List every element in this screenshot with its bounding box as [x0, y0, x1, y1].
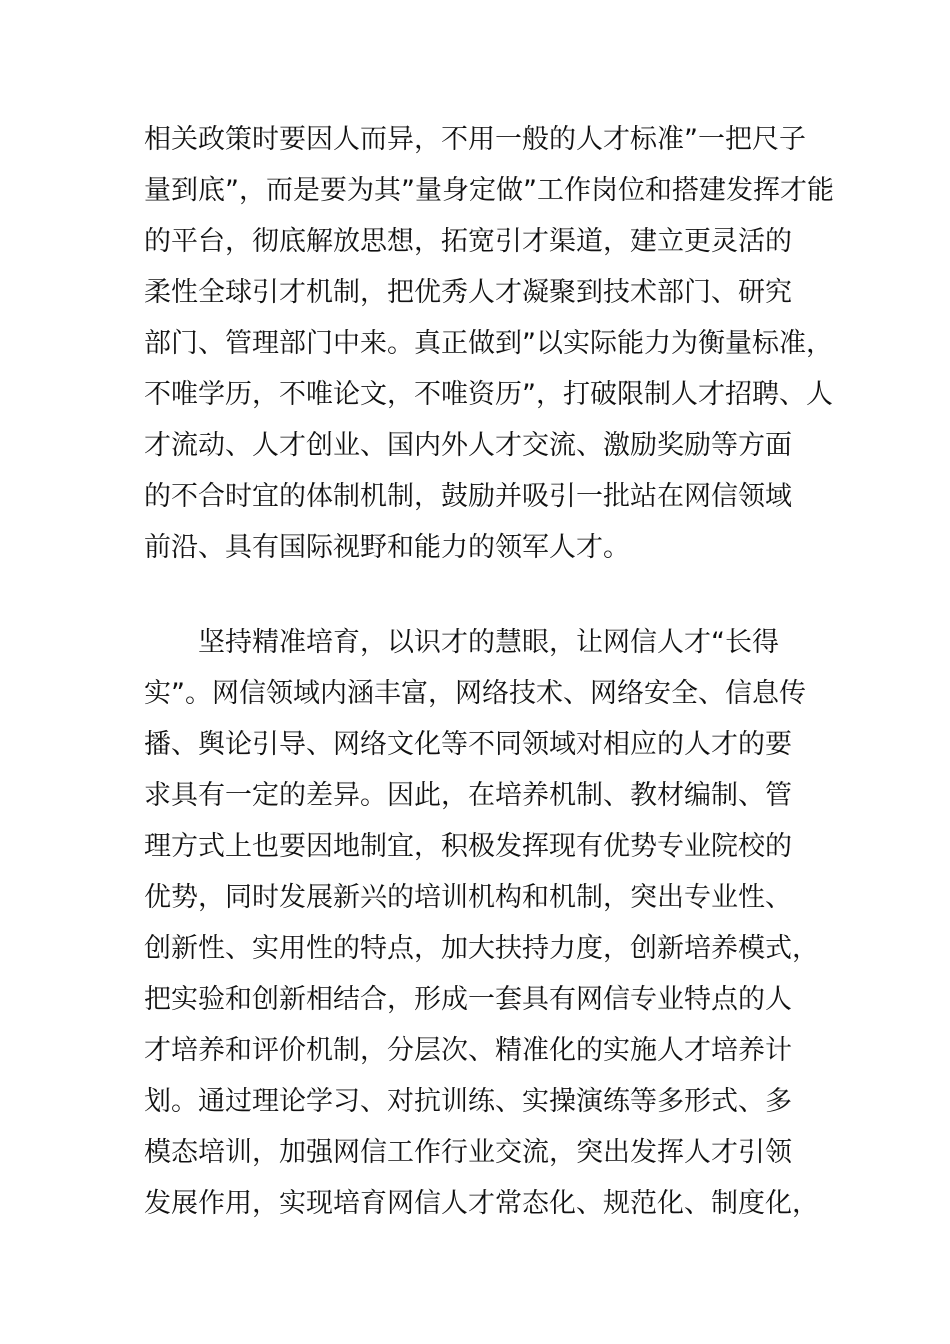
paragraph-1-line: 的不合时宜的体制机制，鼓励并吸引一批站在网信领域 — [144, 481, 792, 512]
paragraph-1-line: 前沿、具有国际视野和能力的领军人才。 — [144, 532, 630, 563]
paragraph-2-line: 坚持精准培育，以识才的慧眼，让网信人才“长得 — [198, 627, 779, 658]
paragraph-1-line: 部门、管理部门中来。真正做到”以实际能力为衡量标准， — [144, 328, 833, 359]
paragraph-2-line: 求具有一定的差异。因此，在培养机制、教材编制、管 — [144, 780, 792, 811]
paragraph-2-line: 实”。网信领域内涵丰富，网络技术、网络安全、信息传 — [144, 678, 806, 709]
paragraph-1-line: 才流动、人才创业、国内外人才交流、激励奖励等方面 — [144, 430, 792, 461]
paragraph-2-line: 播、舆论引导、网络文化等不同领域对相应的人才的要 — [144, 729, 792, 760]
paragraph-2-line: 把实验和创新相结合，形成一套具有网信专业特点的人 — [144, 984, 792, 1015]
paragraph-2-line: 理方式上也要因地制宜，积极发挥现有优势专业院校的 — [144, 831, 792, 862]
paragraph-2-line: 模态培训，加强网信工作行业交流，突出发挥人才引领 — [144, 1137, 792, 1168]
paragraph-2-line: 优势，同时发展新兴的培训机构和机制，突出专业性、 — [144, 882, 792, 913]
paragraph-1-line: 柔性全球引才机制，把优秀人才凝聚到技术部门、研究 — [144, 277, 792, 308]
paragraph-1-line: 的平台，彻底解放思想，拓宽引才渠道，建立更灵活的 — [144, 226, 792, 257]
paragraph-2-line: 划。通过理论学习、对抗训练、实操演练等多形式、多 — [144, 1086, 792, 1117]
paragraph-2-line: 发展作用，实现培育网信人才常态化、规范化、制度化， — [144, 1188, 819, 1219]
paragraph-1-line: 量到底”，而是要为其”量身定做”工作岗位和搭建发挥才能 — [144, 175, 834, 206]
paragraph-1-line: 不唯学历，不唯论文，不唯资历”，打破限制人才招聘、人 — [144, 379, 833, 410]
paragraph-2-line: 才培养和评价机制，分层次、精准化的实施人才培养计 — [144, 1035, 792, 1066]
paragraph-2-line: 创新性、实用性的特点，加大扶持力度，创新培养模式， — [144, 933, 819, 964]
paragraph-1-line: 相关政策时要因人而异，不用一般的人才标准”一把尺子 — [144, 124, 806, 155]
